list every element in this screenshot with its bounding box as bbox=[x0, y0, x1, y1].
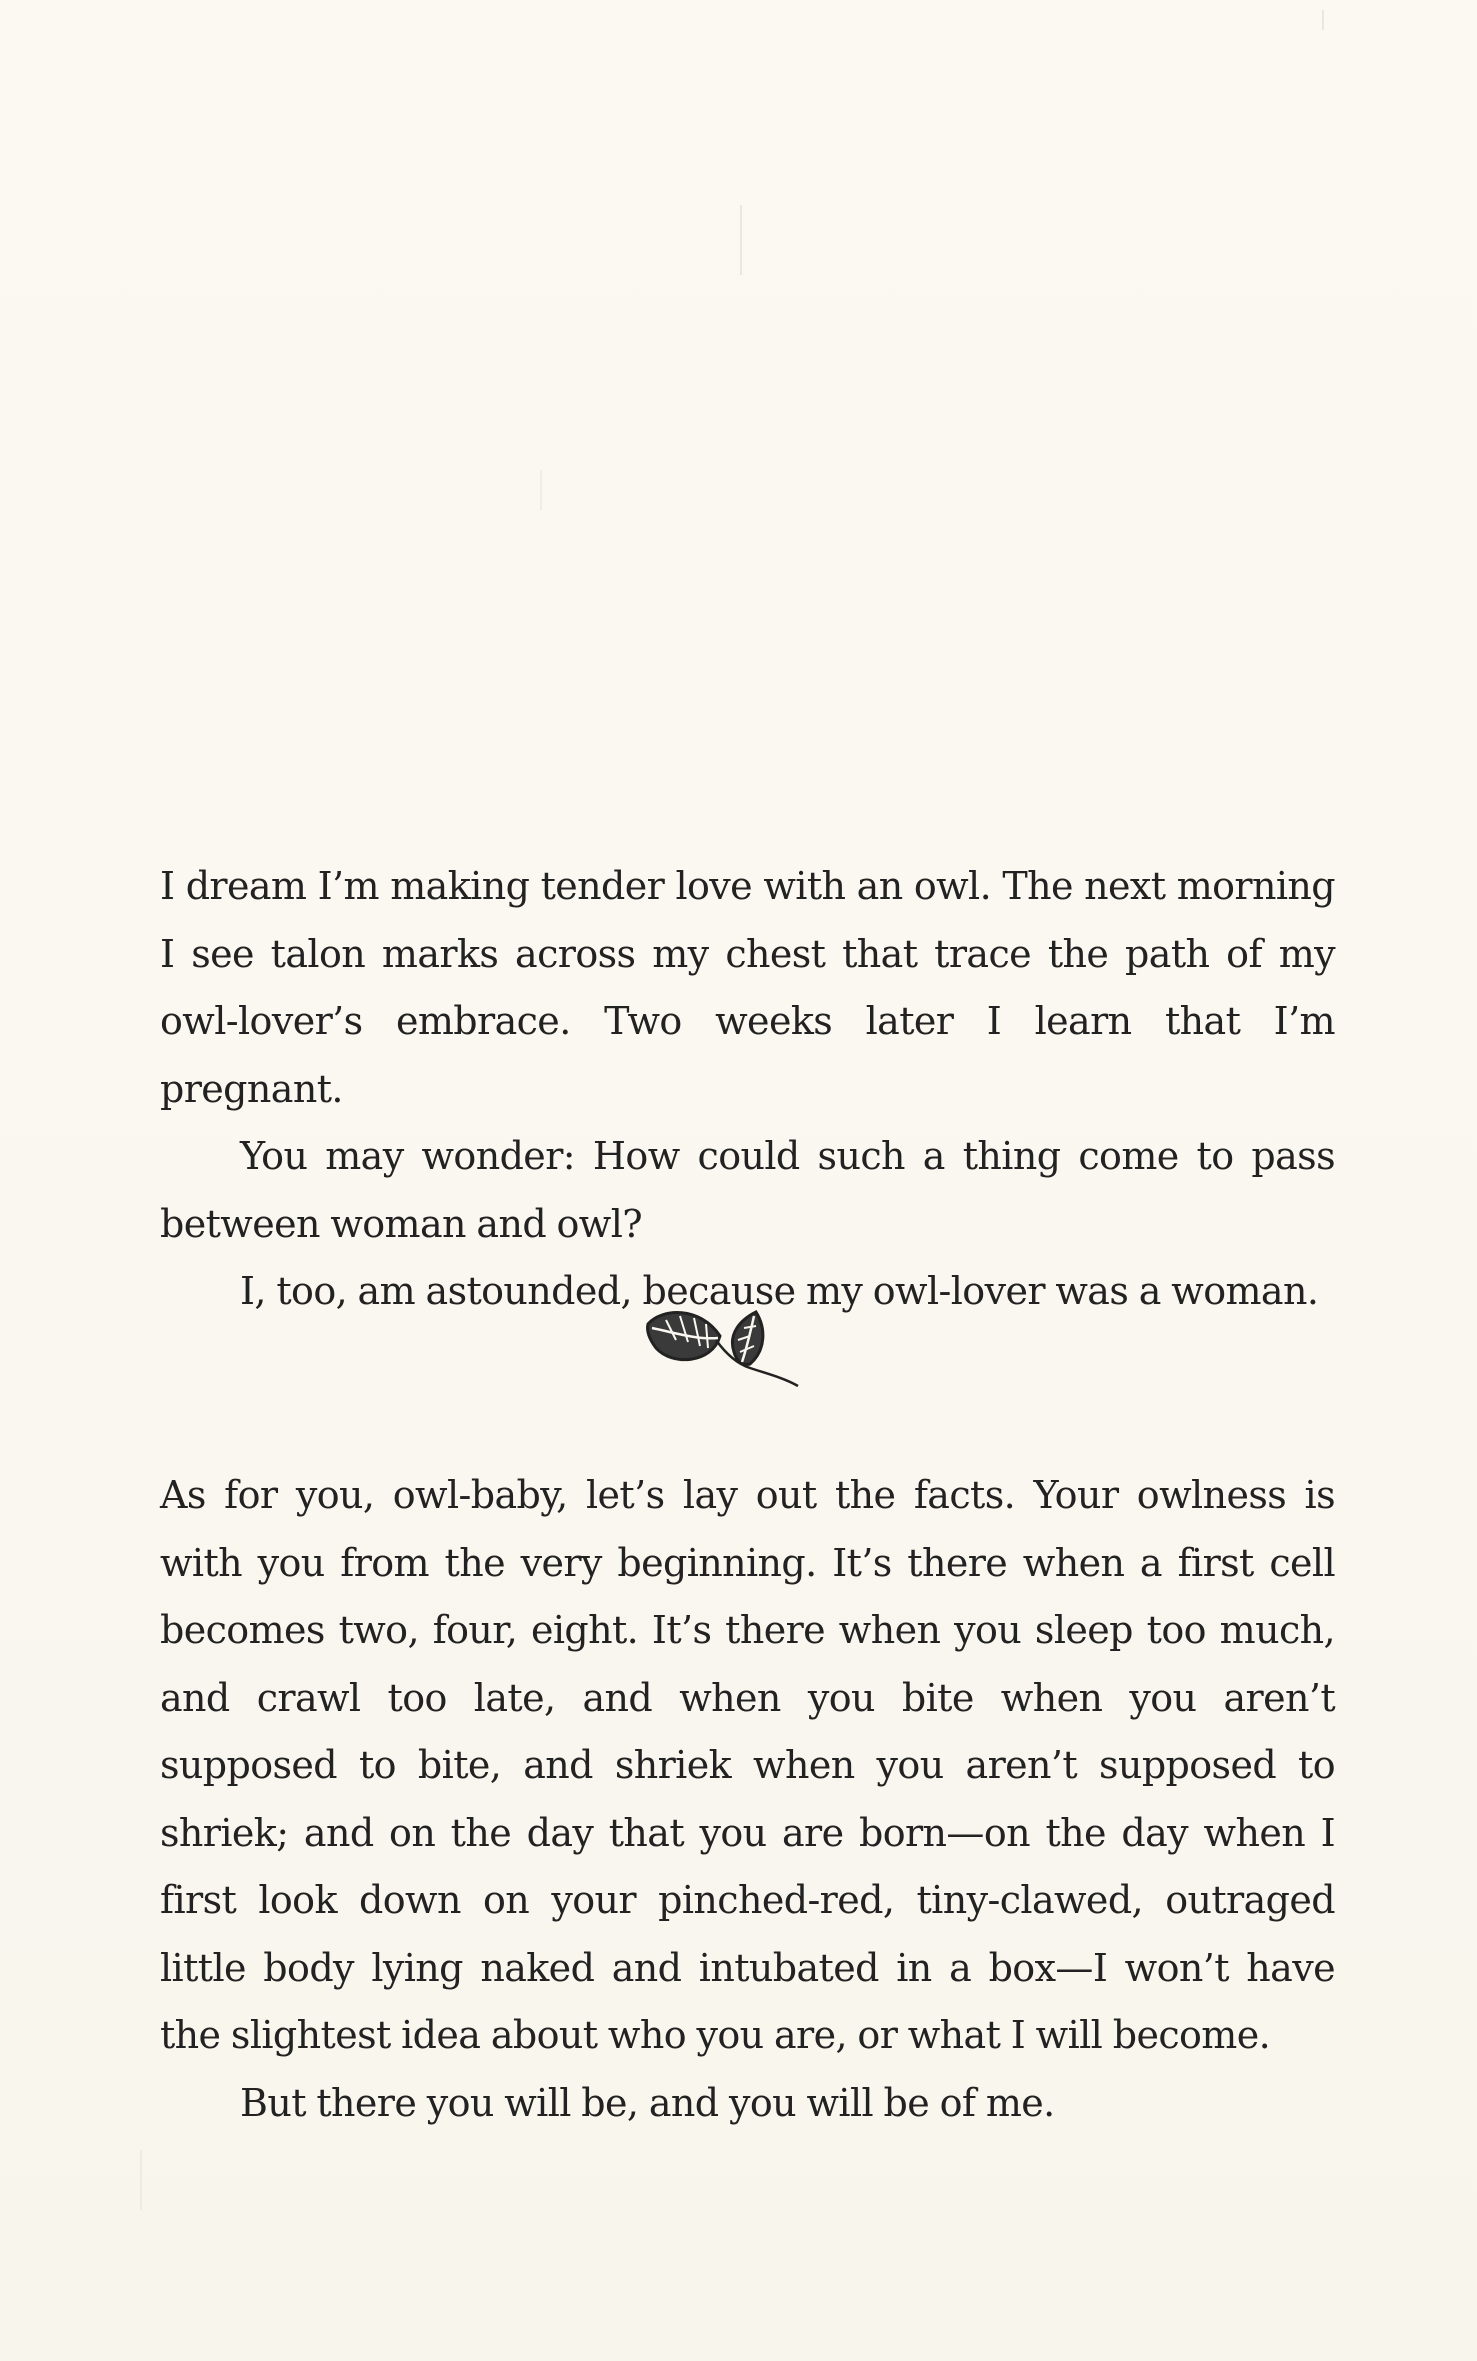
scan-mark bbox=[740, 205, 742, 275]
paragraph-astounded: I, too, am astounded, because my owl-lover was a woman. bbox=[240, 1269, 1319, 1313]
opening-section bbox=[160, 853, 1335, 1326]
paragraph-closing: But there you will be, and you will be of me. bbox=[240, 2080, 1055, 2125]
paragraph-facts: As for you, owl-baby, let’s lay out the facts. Your owlness is with you from the very beginning. It’s there when a first cell becomes two, four, eight. It’s there when you sleep too much, and crawl too late, and when you bite when you aren’t supposed to bite, and shriek when you aren’t supposed to shriek; and on the day that you are born—on the day when I first look down on your pinched-red, tiny-clawed, outraged little body lying naked and intubated in a box—I won’t have the slightest idea about who you are, or what I will become. bbox=[160, 1473, 1335, 2057]
paragraph-dream: I dream I’m making tender love with an owl. The next morning I see talon marks across my chest that trace the path of my owl-lover’s embrace. Two weeks later I learn that I’m pregnant. bbox=[160, 864, 1335, 1111]
scan-mark bbox=[140, 2150, 142, 2210]
two-leaves-sprig-icon bbox=[642, 1306, 802, 1416]
paragraph-wonder: You may wonder: How could such a thing come to pass between woman and owl? bbox=[160, 1134, 1335, 1246]
scan-mark bbox=[540, 470, 542, 510]
owl-baby-section bbox=[160, 1462, 1335, 2137]
scan-mark bbox=[1322, 10, 1324, 30]
